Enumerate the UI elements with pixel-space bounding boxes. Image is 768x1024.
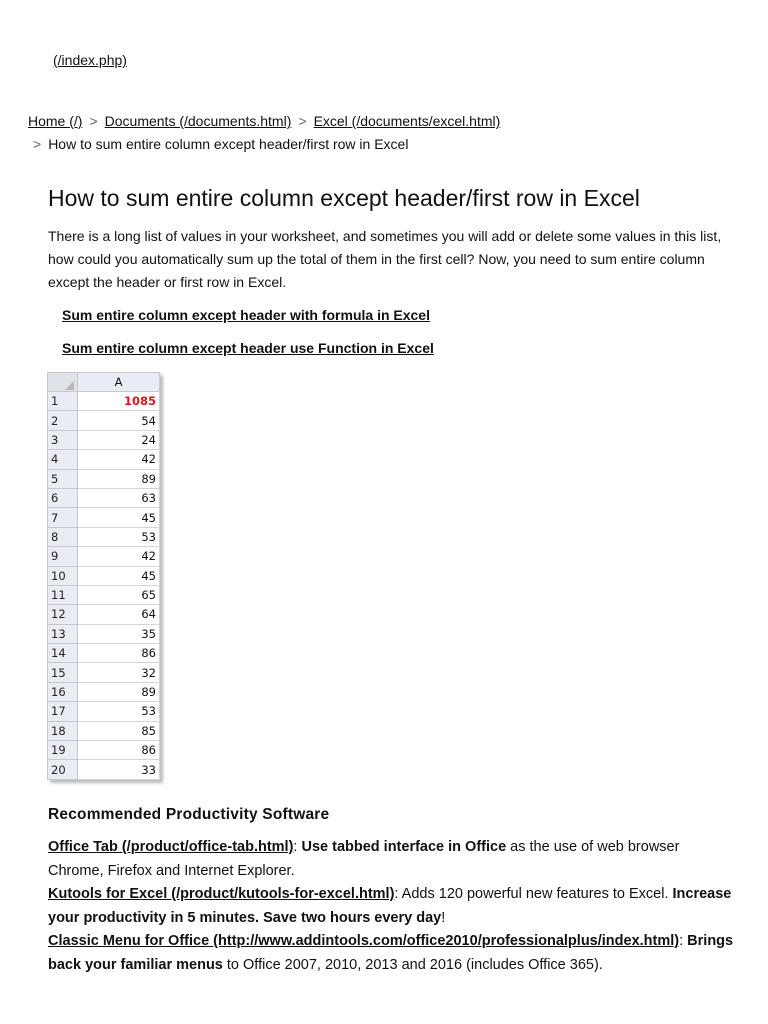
- row-number: 20: [48, 760, 78, 779]
- breadcrumb-separator: >: [89, 113, 98, 129]
- cell-value: 89: [78, 682, 160, 701]
- row-number: 11: [48, 585, 78, 604]
- row-number: 4: [48, 450, 78, 469]
- cell-value: 54: [78, 411, 160, 430]
- cell-value: 65: [78, 585, 160, 604]
- sheet-row: [48, 682, 160, 701]
- sheet-row: [48, 741, 160, 760]
- sheet-row: [48, 392, 160, 411]
- breadcrumb-excel-link[interactable]: Excel (/documents/excel.html): [313, 113, 501, 129]
- home-index-link[interactable]: (/index.php): [53, 52, 127, 68]
- cell-value: 64: [78, 605, 160, 624]
- sheet-row: [48, 547, 160, 566]
- cell-value: 53: [78, 527, 160, 546]
- sheet-row: [48, 760, 160, 779]
- sheet-row: [48, 702, 160, 721]
- row-number: 18: [48, 721, 78, 740]
- office-tab-link[interactable]: Office Tab (/product/office-tab.html): [48, 839, 294, 855]
- kutools-tagline: Increase your productivity in 5 minutes. Save two hours every day: [48, 886, 732, 926]
- cell-value: 24: [78, 430, 160, 449]
- row-number: 6: [48, 488, 78, 507]
- sheet-row: [48, 721, 160, 740]
- sheet-row: [48, 585, 160, 604]
- breadcrumb-separator: >: [33, 136, 42, 152]
- row-number: 19: [48, 741, 78, 760]
- row-number: 16: [48, 682, 78, 701]
- sheet-row: [48, 411, 160, 430]
- breadcrumb-current: How to sum entire column except header/first row in Excel: [48, 136, 409, 152]
- sheet-row: [48, 605, 160, 624]
- toc-link-function[interactable]: Sum entire column except header use Function in Excel: [62, 340, 434, 356]
- sum-total-cell: 1085: [78, 392, 160, 411]
- row-number: 14: [48, 644, 78, 663]
- breadcrumb: [28, 110, 500, 156]
- sheet-row: [48, 624, 160, 643]
- cell-value: 86: [78, 741, 160, 760]
- sheet-row: [48, 644, 160, 663]
- sheet-row: [48, 450, 160, 469]
- row-number: 15: [48, 663, 78, 682]
- sheet-row: [48, 469, 160, 488]
- cell-value: 63: [78, 488, 160, 507]
- row-number: 3: [48, 430, 78, 449]
- cell-value: 85: [78, 721, 160, 740]
- row-number: 5: [48, 469, 78, 488]
- kutools-link[interactable]: Kutools for Excel (/product/kutools-for-excel.html): [48, 886, 395, 902]
- row-number: 12: [48, 605, 78, 624]
- sheet-row: [48, 663, 160, 682]
- row-number: 10: [48, 566, 78, 585]
- select-all-corner: [48, 373, 78, 392]
- row-number: 9: [48, 547, 78, 566]
- cell-value: 33: [78, 760, 160, 779]
- cell-value: 89: [78, 469, 160, 488]
- cell-value: 45: [78, 508, 160, 527]
- classic-menu-tagline: Brings back your familiar menus: [48, 933, 734, 973]
- cell-value: 42: [78, 450, 160, 469]
- sheet-row: [48, 527, 160, 546]
- intro-paragraph: There is a long list of values in your worksheet, and sometimes you will add or delete some values in this list, how could you automatically sum up the total of them in the first cell? Now, you need to sum entire column except the header or first row in Excel.: [48, 228, 722, 290]
- breadcrumb-documents-link[interactable]: Documents (/documents.html): [104, 113, 292, 129]
- cell-value: 32: [78, 663, 160, 682]
- cell-value: 53: [78, 702, 160, 721]
- row-number: 2: [48, 411, 78, 430]
- recommended-text: Office Tab (/product/office-tab.html): Use tabbed interface in Office as the use of web browser Chrome, Firefox and Internet Explorer. Kutools for Excel (/product/kutools-for-excel.html): Adds 120 powerful new features to Excel. Increase your productivity in 5 minutes. Save two hours every day! Classic Menu for Office (http://www.addintools.com/office2010/professionalplus/index.html): Brings back your familiar menus to Office 2007, 2010, 2013 and 2016 (includes Office 365).: [48, 839, 734, 973]
- column-header-a: A: [78, 373, 160, 392]
- page-title: How to sum entire column except header/first row in Excel: [48, 185, 640, 211]
- row-number: 8: [48, 527, 78, 546]
- classic-menu-link[interactable]: Classic Menu for Office (http://www.addintools.com/office2010/professionalplus/index.html): [48, 933, 680, 949]
- office-tab-tagline: Use tabbed interface in Office: [301, 839, 507, 855]
- row-number: 1: [48, 392, 78, 411]
- row-number: 17: [48, 702, 78, 721]
- sheet-row: [48, 566, 160, 585]
- toc-link-formula[interactable]: Sum entire column except header with formula in Excel: [62, 307, 430, 323]
- cell-value: 86: [78, 644, 160, 663]
- corner-triangle-icon: [65, 381, 74, 390]
- cell-value: 35: [78, 624, 160, 643]
- cell-value: 42: [78, 547, 160, 566]
- breadcrumb-separator: >: [298, 113, 307, 129]
- row-number: 7: [48, 508, 78, 527]
- breadcrumb-home-link[interactable]: Home (/): [28, 113, 83, 129]
- cell-value: 45: [78, 566, 160, 585]
- sheet-row: [48, 430, 160, 449]
- recommended-heading: Recommended Productivity Software: [48, 806, 330, 823]
- row-number: 13: [48, 624, 78, 643]
- sheet-row: [48, 488, 160, 507]
- sheet-row: [48, 508, 160, 527]
- spreadsheet-image: [47, 372, 160, 780]
